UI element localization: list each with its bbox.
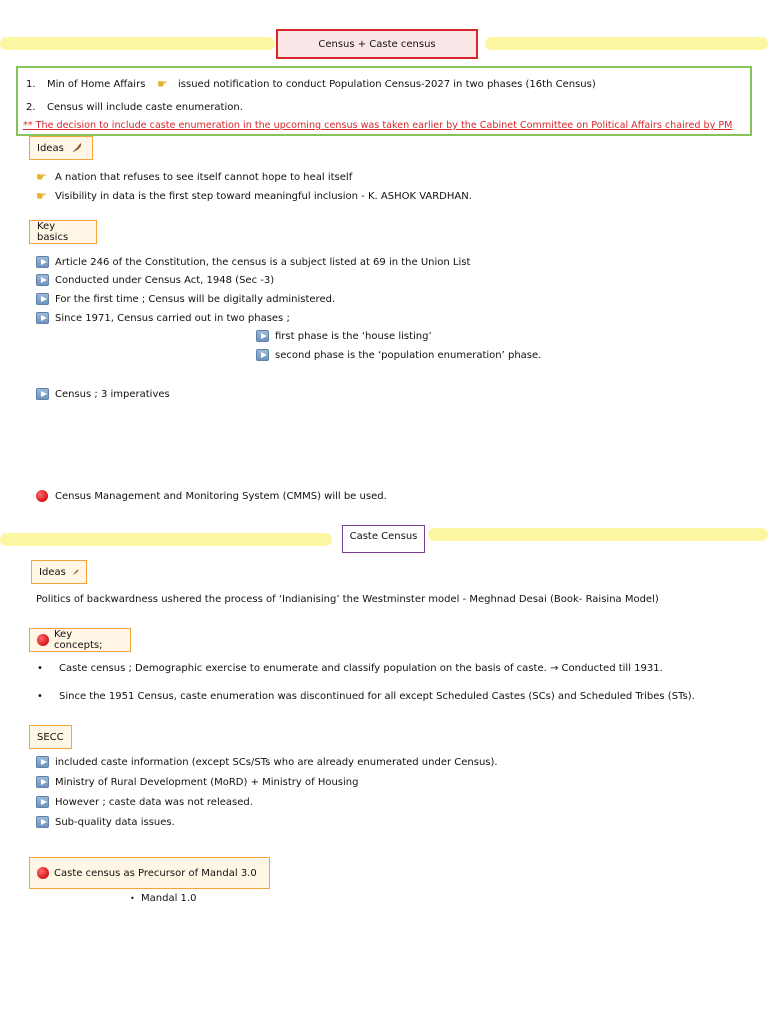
highlight-band-right — [485, 37, 768, 50]
basic-item-2: Conducted under Census Act, 1948 (Sec -3) — [55, 275, 275, 286]
news-item-1-number: 1. — [26, 79, 36, 90]
secc-item-3: However ; caste data was not released. — [55, 797, 253, 808]
play-arrow-icon — [36, 274, 49, 286]
section-title-caste-census: Caste Census — [342, 525, 425, 553]
basic-item-3: For the first time ; Census will be digitally administered. — [55, 294, 336, 305]
basic-item-4: Since 1971, Census carried out in two phases ; — [55, 313, 290, 324]
play-arrow-icon — [36, 816, 49, 828]
feather-icon — [69, 142, 83, 154]
cmms-item: Census Management and Monitoring System (CMMS) will be used. — [55, 491, 387, 502]
secc-item-1: included caste information (except SCs/STs who are already enumerated under Census). — [55, 757, 498, 768]
news-item-1-text: issued notification to conduct Population Census-2027 in two phases (16th Census) — [178, 79, 596, 90]
basic-item-1: Article 246 of the Constitution, the census is a subject listed at 69 in the Union List — [55, 257, 471, 268]
pointing-hand-icon: ☛ — [157, 77, 168, 91]
ideas-label-text-2: Ideas — [39, 566, 66, 578]
ideas-label — [29, 136, 93, 160]
ideas-label-text: Ideas — [37, 142, 64, 154]
play-arrow-icon — [256, 349, 269, 361]
play-arrow-icon — [36, 796, 49, 808]
key-concepts-label-text: Key concepts; — [54, 629, 103, 651]
bullet: • — [37, 691, 43, 702]
mandal-label-text: Caste census as Precursor of Mandal 3.0 — [54, 867, 257, 879]
pointing-hand-icon: ☛ — [36, 189, 47, 203]
concept-item-2: Since the 1951 Census, caste enumeration was discontinued for all except Scheduled Castes (SCs) and Scheduled Tribes (STs). — [59, 691, 695, 702]
key-basics-label-text: Key basics — [37, 221, 69, 243]
secc-label — [29, 725, 72, 749]
key-concepts-label — [29, 628, 131, 652]
highlight-band-left — [0, 37, 275, 50]
news-note: ** The decision to include caste enumeration in the upcoming census was taken earlier by the Cabinet Committee on Political Affairs chaired by PM — [23, 120, 733, 131]
red-dot-icon — [37, 867, 49, 879]
small-bullet: • — [130, 894, 135, 903]
bullet: • — [37, 663, 43, 674]
phase-item-1: first phase is the ‘house listing’ — [275, 331, 432, 342]
section-title-census: Census + Caste census — [276, 29, 478, 59]
play-arrow-icon — [36, 293, 49, 305]
pointing-hand-icon: ☛ — [36, 170, 47, 184]
secc-item-2: Ministry of Rural Development (MoRD) + Ministry of Housing — [55, 777, 359, 788]
play-arrow-icon — [36, 312, 49, 324]
imperatives-item: Census ; 3 imperatives — [55, 389, 170, 400]
red-dot-icon — [37, 634, 49, 646]
ideas-label-2 — [31, 560, 87, 584]
secc-label-text: SECC — [37, 731, 64, 743]
play-arrow-icon — [256, 330, 269, 342]
highlight-band-left-2 — [0, 533, 332, 546]
news-item-2-text: Census will include caste enumeration. — [47, 102, 243, 113]
play-arrow-icon — [36, 256, 49, 268]
news-item-1-prefix: Min of Home Affairs — [47, 79, 146, 90]
desai-quote: Politics of backwardness ushered the process of ‘Indianising’ the Westminster model - Meghnad Desai (Book- Raisina Model) — [36, 594, 659, 605]
concept-item-1: Caste census ; Demographic exercise to enumerate and classify population on the basis of caste. → Conducted till 1931. — [59, 663, 663, 674]
play-arrow-icon — [36, 756, 49, 768]
idea-quote-2: Visibility in data is the first step toward meaningful inclusion - K. ASHOK VARDHAN. — [55, 191, 472, 202]
highlight-band-right-2 — [428, 528, 768, 541]
key-basics-label — [29, 220, 97, 244]
secc-item-4: Sub-quality data issues. — [55, 817, 175, 828]
feather-icon — [71, 566, 79, 578]
mandal-item-1: Mandal 1.0 — [141, 893, 197, 904]
play-arrow-icon — [36, 388, 49, 400]
news-item-2-number: 2. — [26, 102, 36, 113]
play-arrow-icon — [36, 776, 49, 788]
red-dot-icon — [36, 490, 48, 502]
idea-quote-1: A nation that refuses to see itself cannot hope to heal itself — [55, 172, 353, 183]
phase-item-2: second phase is the ‘population enumeration’ phase. — [275, 350, 542, 361]
mandal-label — [29, 857, 270, 889]
